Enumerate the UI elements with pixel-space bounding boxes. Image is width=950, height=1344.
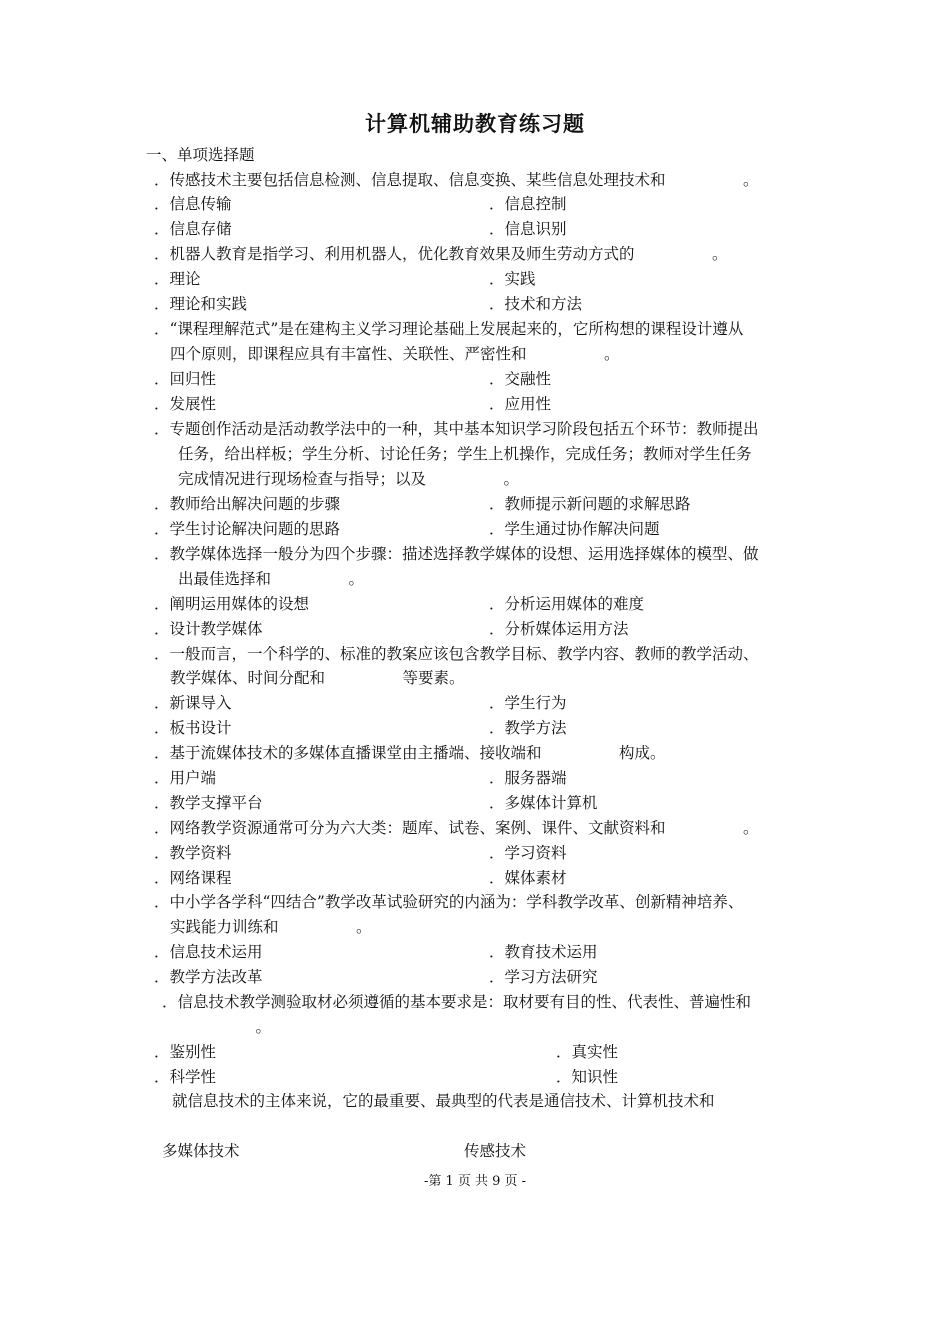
question-10-option-a: ．鉴别性 [154,1043,217,1061]
question-4-option-a: ．教师给出解决问题的步骤 [154,495,341,513]
question-8-stem: ．网络教学资源通常可分为六大类：题库、试卷、案例、课件、文献资料和 。 [154,819,759,837]
question-5-option-b: ．分析运用媒体的难度 [489,595,645,613]
question-2-option-b: ．实践 [489,270,536,288]
page-footer: -第 1 页 共 9 页 - [423,1174,527,1189]
question-4-stem-line-1: ．专题创作活动是活动教学法中的一种，其中基本知识学习阶段包括五个环节：教师提出 [154,420,759,438]
question-3-stem-line-2: 四个原则，即课程应具有丰富性、关联性、严密性和 。 [170,345,620,363]
question-4-option-d: ．学生通过协作解决问题 [489,520,660,538]
question-9-option-c: ．教学方法改革 [154,968,263,986]
question-2-option-d: ．技术和方法 [489,295,583,313]
question-7-option-d: ．多媒体计算机 [489,794,598,812]
question-10-stem-line-2: 。 [178,1018,272,1036]
question-10-option-b: ．真实性 [556,1043,619,1061]
section-heading: 一、单项选择题 [146,146,255,164]
question-5-stem-line-2: 出最佳选择和 。 [178,570,365,588]
question-3-option-a: ．回归性 [154,370,217,388]
question-1-option-c: ．信息存储 [154,220,232,238]
question-1-option-b: ．信息控制 [489,195,567,213]
question-8-option-b: ．学习资料 [489,844,567,862]
question-3-option-c: ．发展性 [154,395,217,413]
question-6-option-a: ．新课导入 [154,694,232,712]
question-3-option-d: ．应用性 [489,395,552,413]
question-7-option-a: ．用户端 [154,769,217,787]
question-9-stem-line-1: ．中小学各学科“四结合”教学改革试验研究的内涵为：学科教学改革、创新精神培养、 [154,893,744,911]
question-4-stem-line-3: 完成情况进行现场检查与指导；以及 。 [178,470,520,488]
question-11-option-b: 传感技术 [464,1142,527,1160]
question-6-stem-line-2: 教学媒体、时间分配和 等要素。 [170,669,465,687]
question-6-option-d: ．教学方法 [489,719,567,737]
question-3-option-b: ．交融性 [489,370,552,388]
question-2-stem: ．机器人教育是指学习、利用机器人，优化教育效果及师生劳动方式的 。 [154,245,728,263]
question-11-stem: 就信息技术的主体来说，它的最重要、最典型的代表是通信技术、计算机技术和 [172,1092,715,1110]
question-10-option-d: ．知识性 [556,1068,619,1086]
question-1-stem: ．传感技术主要包括信息检测、信息提取、信息变换、某些信息处理技术和 。 [154,171,759,189]
question-9-stem-line-2: 实践能力训练和 。 [170,918,372,936]
page-title: 计算机辅助教育练习题 [365,112,585,136]
question-7-option-c: ．教学支撑平台 [154,794,263,812]
question-7-option-b: ．服务器端 [489,769,567,787]
question-8-option-c: ．网络课程 [154,869,232,887]
question-10-option-c: ．科学性 [154,1068,217,1086]
question-6-stem-line-1: ．一般而言，一个科学的、标准的教案应该包含教学目标、教学内容、教师的教学活动、 [154,645,759,663]
question-5-option-a: ．阐明运用媒体的设想 [154,595,310,613]
question-9-option-b: ．教育技术运用 [489,943,598,961]
question-9-option-d: ．学习方法研究 [489,968,598,986]
question-1-option-a: ．信息传输 [154,195,232,213]
question-1-option-d: ．信息识别 [489,220,567,238]
question-11-option-a: 多媒体技术 [162,1142,240,1160]
question-10-stem-line-1: ．信息技术教学测验取材必须遵循的基本要求是：取材要有目的性、代表性、普遍性和 [162,993,752,1011]
question-4-stem-line-2: 任务，给出样板；学生分析、讨论任务；学生上机操作，完成任务；教师对学生任务 [178,445,752,463]
question-2-option-c: ．理论和实践 [154,295,248,313]
question-9-option-a: ．信息技术运用 [154,943,263,961]
question-5-option-d: ．分析媒体运用方法 [489,620,629,638]
question-8-option-d: ．媒体素材 [489,869,567,887]
question-7-stem: ．基于流媒体技术的多媒体直播课堂由主播端、接收端和 构成。 [154,744,666,762]
question-5-stem-line-1: ．教学媒体选择一般分为四个步骤：描述选择教学媒体的设想、运用选择媒体的模型、做 [154,545,759,563]
question-3-stem-line-1: ．“课程理解范式”是在建构主义学习理论基础上发展起来的，它所构想的课程设计遵从 [154,320,744,338]
question-5-option-c: ．设计教学媒体 [154,620,263,638]
question-4-option-b: ．教师提示新问题的求解思路 [489,495,691,513]
question-4-option-c: ．学生讨论解决问题的思路 [154,520,341,538]
question-6-option-b: ．学生行为 [489,694,567,712]
question-6-option-c: ．板书设计 [154,719,232,737]
question-8-option-a: ．教学资料 [154,844,232,862]
question-2-option-a: ．理论 [154,270,201,288]
